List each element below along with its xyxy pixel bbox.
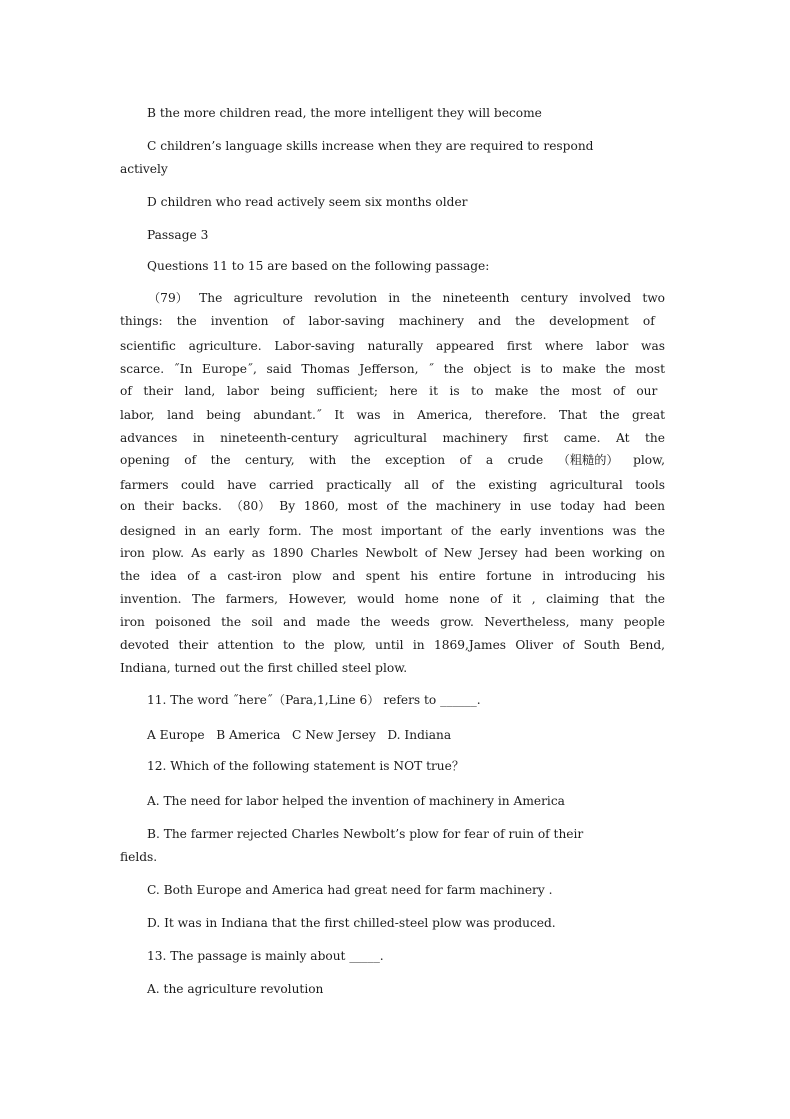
q12-option-c: C. Both Europe and America had great need for farm machinery . [147,883,553,897]
option-b: B the more children read, the more intelligent they will become [147,106,542,120]
option-c-line1: C children’s language skills increase when they are required to respond [147,139,594,153]
q13-option-a: A. the agriculture revolution [147,982,324,996]
q11-options: A Europe B America C New Jersey D. Indiana [147,728,452,742]
q12-option-b-line2: fields. [120,850,158,864]
passage-line: iron poisoned the soil and made the weeds grow. Nevertheless, many people [120,615,665,629]
passage-line: labor, land being abundant.˝ It was in America, therefore. That the great [120,408,665,422]
passage-heading: Passage 3 [147,228,209,242]
passage-line: scarce. ˝In Europe˝, said Thomas Jefferson, ˝ the object is to make the most [120,362,665,376]
option-c-line2: actively [120,162,168,176]
passage-line: devoted their attention to the plow, until in 1869,James Oliver of South Bend, [120,638,665,652]
passage-line: on their backs. （80） By 1860, most of the machinery in use today had been [120,499,665,513]
passage-line: invention. The farmers, However, would home none of it , claiming that the [120,592,665,606]
passage-line: the idea of a cast-iron plow and spent his entire fortune in introducing his [120,569,665,583]
q13-stem: 13. The passage is mainly about _____. [147,949,384,963]
passage-line: Indiana, turned out the first chilled steel plow. [120,661,408,675]
passage-line: advances in nineteenth-century agricultural machinery first came. At the [120,431,665,445]
passage-line: scientific agriculture. Labor-saving naturally appeared first where labor was [120,339,665,353]
passage-line: farmers could have carried practically all of the existing agricultural tools [120,478,665,492]
passage-line: of their land, labor being sufficient; here it is to make the most of our [120,384,658,398]
passage-line: designed in an early form. The most important of the early inventions was the [120,524,665,538]
q12-option-d: D. It was in Indiana that the first chilled-steel plow was produced. [147,916,556,930]
q12-stem: 12. Which of the following statement is NOT true？ [147,759,465,773]
option-d: D children who read actively seem six months older [147,195,468,209]
passage-line: （79） The agriculture revolution in the nineteenth century involved two [148,291,665,305]
passage-line: iron plow. As early as 1890 Charles Newbolt of New Jersey had been working on [120,546,665,560]
passage-intro: Questions 11 to 15 are based on the following passage: [147,259,490,273]
passage-line: opening of the century, with the exception of a crude （粗糙的） plow, [120,453,665,467]
q12-option-a: A. The need for labor helped the invention of machinery in America [147,794,565,808]
q11-stem: 11. The word ˝here˝（Para,1,Line 6） refers to ______. [147,693,481,707]
passage-line: things: the invention of labor-saving machinery and the development of [120,314,655,328]
q12-option-b-line1: B. The farmer rejected Charles Newbolt’s plow for fear of ruin of their [147,827,584,841]
